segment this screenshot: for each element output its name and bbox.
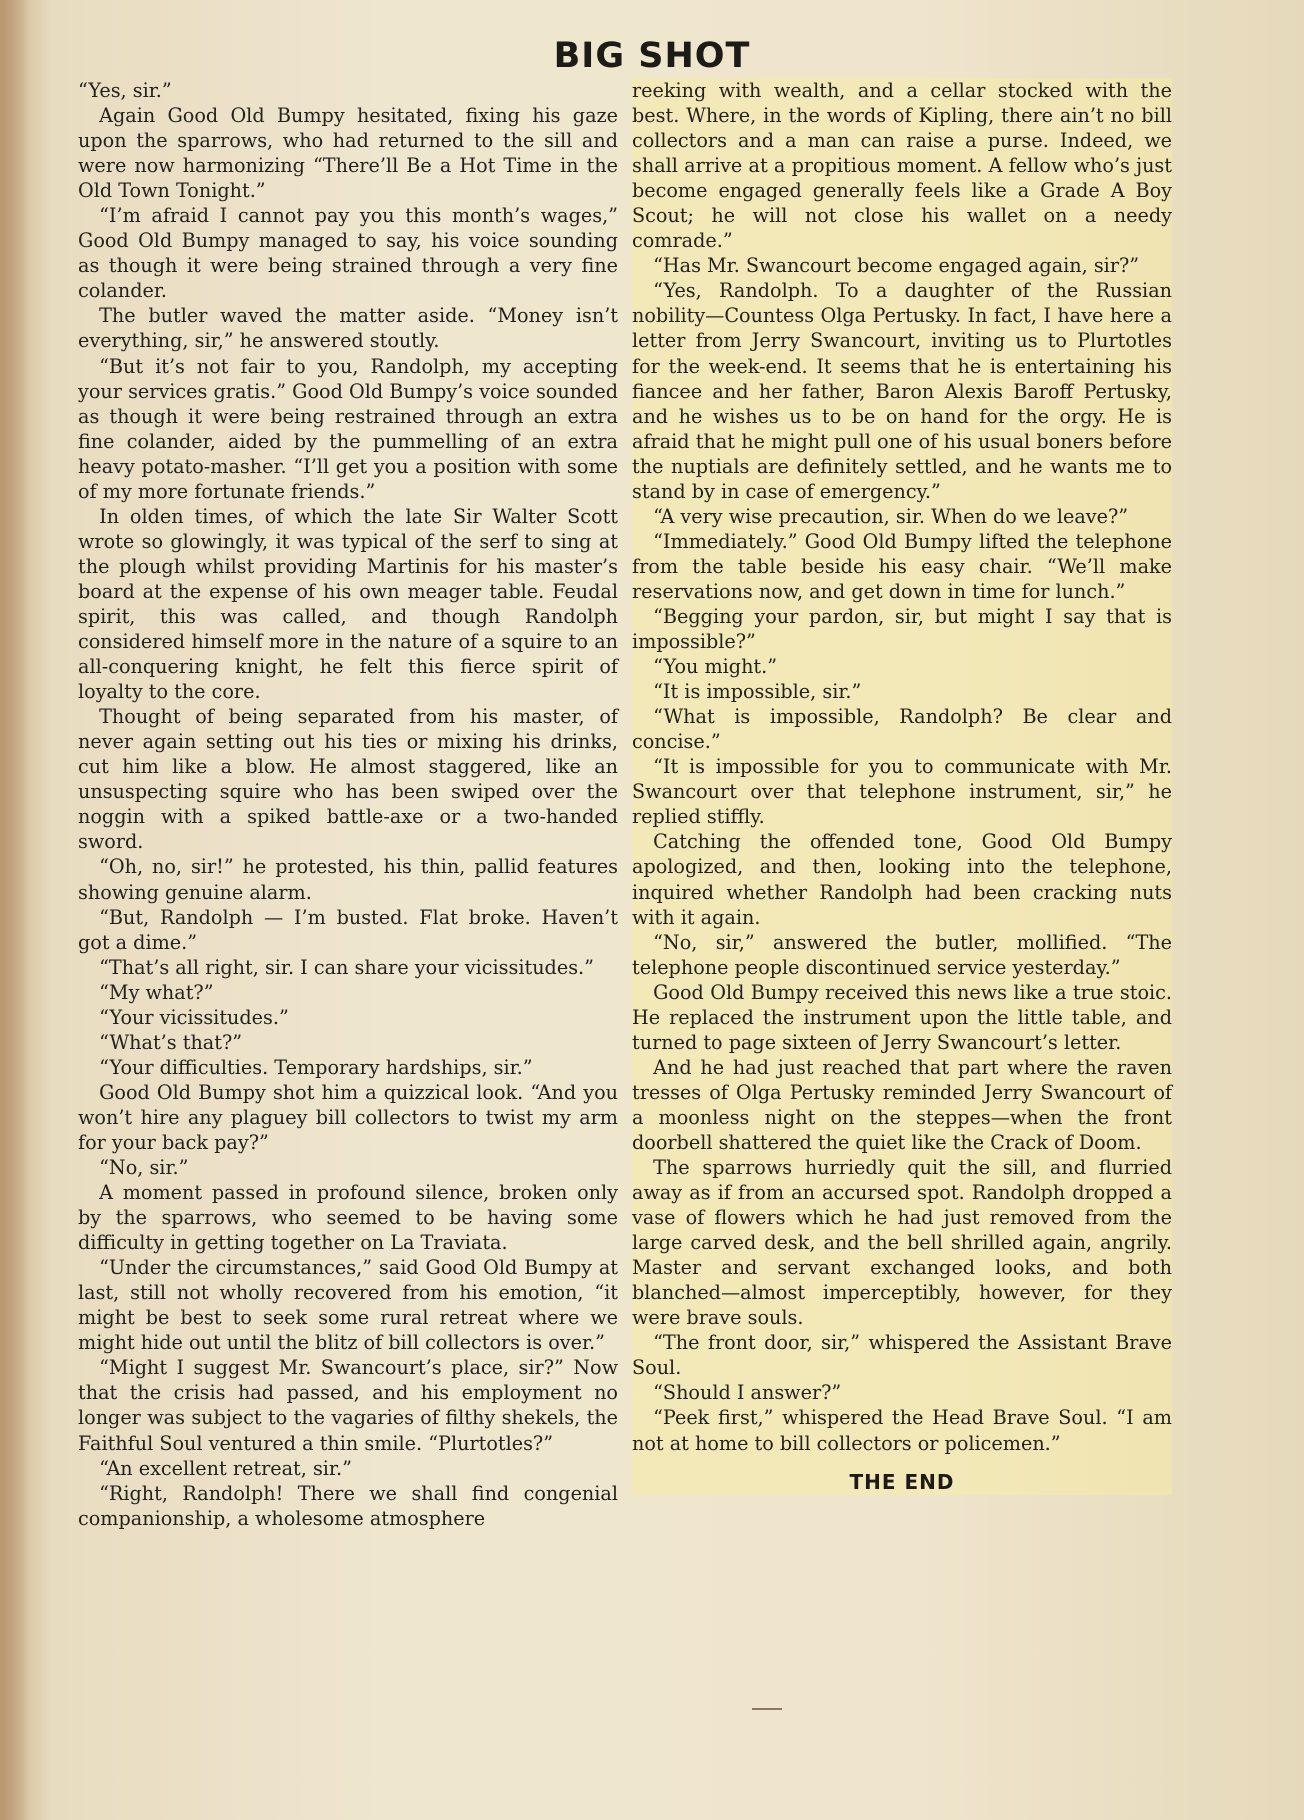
paragraph: Good Old Bumpy received this news like a true stoic. He replaced the instrument upon the little table, and turned to page sixteen of Jerry Swancourt’s letter. xyxy=(632,980,1172,1054)
paragraph: “A very wise precaution, sir. When do we leave?” xyxy=(653,504,1129,528)
paragraph: “That’s all right, sir. I can share your vicissitudes.” xyxy=(99,955,594,979)
paragraph: “But it’s not fair to you, Randolph, my accepting your services gratis.” Good Old Bumpy’s voice sounded as though it were being restrained through an extra fine colander, aided by the pummelling of an extra heavy potato-masher. “I’ll get you a position with some of my more fortunate friends.” xyxy=(78,354,618,503)
paragraph: “No, sir,” answered the butler, mollified. “The telephone people discontinued service yesterday.” xyxy=(632,930,1172,979)
paragraph: “Oh, no, sir!” he protested, his thin, pallid features showing genuine alarm. xyxy=(78,855,618,904)
paragraph: The sparrows hurriedly quit the sill, and flurried away as if from an accursed spot. Randolph dropped a vase of flowers which he had just removed from the large carved desk, and the bell shrilled again, angrily. Master and servant exchanged looks, and both blanched—almost imperceptibly, however, for they were brave souls. xyxy=(632,1156,1172,1330)
paragraph: A moment passed in profound silence, broken only by the sparrows, who seemed to be having some difficulty in getting together on La Traviata. xyxy=(78,1181,618,1255)
paragraph: “Your vicissitudes.” xyxy=(99,1005,289,1029)
paragraph: “No, sir.” xyxy=(99,1156,189,1180)
paragraph: And he had just reached that part where the raven tresses of Olga Pertusky reminded Jerry Swancourt of a moonless night on the steppes—when the front doorbell shattered the quiet like the Crack of Doom. xyxy=(632,1055,1172,1154)
right-column xyxy=(632,78,1172,1495)
paragraph: “What’s that?” xyxy=(99,1030,243,1054)
paragraph: “Has Mr. Swancourt become engaged again, sir?” xyxy=(653,254,1140,278)
paragraph: “Immediately.” Good Old Bumpy lifted the telephone from the table beside his easy chair. “We’ll make reservations now, and get down in time for lunch.” xyxy=(632,529,1172,603)
paragraph: “It is impossible for you to communicate with Mr. Swancourt over that telephone instrument, sir,” he replied stiffly. xyxy=(632,755,1172,829)
paragraph: “Peek first,” whispered the Head Brave Soul. “I am not at home to bill collectors or policemen.” xyxy=(632,1406,1172,1455)
paragraph: “An excellent retreat, sir.” xyxy=(99,1456,352,1480)
paragraph: Good Old Bumpy shot him a quizzical look. “And you won’t hire any plaguey bill collectors to twist my arm for your back pay?” xyxy=(78,1080,618,1154)
paragraph: “Yes, Randolph. To a daughter of the Russian nobility—Countess Olga Pertusky. In fact, I have here a letter from Jerry Swancourt, inviting us to Plurtotles for the week-end. It seems that he is entertaining his fiancee and her father, Baron Alexis Baroff Pertusky, and he wishes us to be on hand for the orgy. He is afraid that he might pull one of his usual boners before the nuptials are definitely settled, and he wants me to stand by in case of emergency.” xyxy=(632,279,1172,503)
paragraph: Catching the offended tone, Good Old Bumpy apologized, and then, looking into the telephone, inquired whether Randolph had been cracking nuts with it again. xyxy=(632,830,1172,929)
left-column xyxy=(78,78,618,1531)
page-header: BIG SHOT xyxy=(553,36,751,76)
paragraph: In olden times, of which the late Sir Walter Scott wrote so glowingly, it was typical of the serf to sing at the plough whilst providing Martinis for his master’s board at the expense of his own meager table. Feudal spirit, this was called, and though Randolph considered himself more in the nature of a squire to an all-conquering knight, he felt this fierce spirit of loyalty to the core. xyxy=(78,504,618,704)
paragraph: The butler waved the matter aside. “Money isn’t everything, sir,” he answered stoutly. xyxy=(78,304,618,353)
paragraph: “Under the circumstances,” said Good Old Bumpy at last, still not wholly recovered from his emotion, “it might be best to seek some rural retreat where we might hide out until the blitz of bill collectors is over.” xyxy=(78,1256,618,1355)
paragraph: “My what?” xyxy=(99,980,214,1004)
paragraph: “You might.” xyxy=(653,655,778,679)
paragraph: “Yes, sir.” xyxy=(78,79,172,102)
paragraph: “What is impossible, Randolph? Be clear and concise.” xyxy=(632,705,1172,754)
paragraph: Thought of being separated from his master, of never again setting out his ties or mixing his drinks, cut him like a blow. He almost staggered, like an unsuspecting squire who has been swiped over the noggin with a spiked battle-axe or a two-handed sword. xyxy=(78,705,618,854)
page-spine-shadow xyxy=(0,0,30,1820)
the-end-label: THE END xyxy=(849,1469,955,1494)
paragraph: “I’m afraid I cannot pay you this month’s wages,” Good Old Bumpy managed to say, his voice sounding as though it were being strained through a very fine colander. xyxy=(78,204,618,303)
paragraph: “Your difficulties. Temporary hardships, sir.” xyxy=(99,1055,533,1079)
paragraph: “But, Randolph — I’m busted. Flat broke. Haven’t got a dime.” xyxy=(78,905,618,954)
paragraph: “Might I suggest Mr. Swancourt’s place, sir?” Now that the crisis had passed, and his employment no longer was subject to the vagaries of filthy shekels, the Faithful Soul ventured a thin smile. “Plurtotles?” xyxy=(78,1356,618,1455)
paragraph: “The front door, sir,” whispered the Assistant Brave Soul. xyxy=(632,1331,1172,1380)
paragraph: reeking with wealth, and a cellar stocked with the best. Where, in the words of Kipling, there ain’t no bill collectors and a man can raise a purse. Indeed, we shall arrive at a propitious moment. A fellow who’s just become engaged generally feels like a Grade A Boy Scout; he will not close his wallet on a needy comrade.” xyxy=(632,79,1172,253)
footer-dash xyxy=(752,1708,782,1710)
paragraph: “Should I answer?” xyxy=(653,1381,842,1405)
paragraph: “Begging your pardon, sir, but might I say that is impossible?” xyxy=(632,604,1172,654)
paragraph: “Right, Randolph! There we shall find congenial companionship, a wholesome atmosphere xyxy=(78,1481,618,1530)
paragraph: Again Good Old Bumpy hesitated, fixing his gaze upon the sparrows, who had returned to the sill and were now harmonizing “There’ll Be a Hot Time in the Old Town Tonight.” xyxy=(78,104,618,203)
paragraph: “It is impossible, sir.” xyxy=(653,680,862,704)
